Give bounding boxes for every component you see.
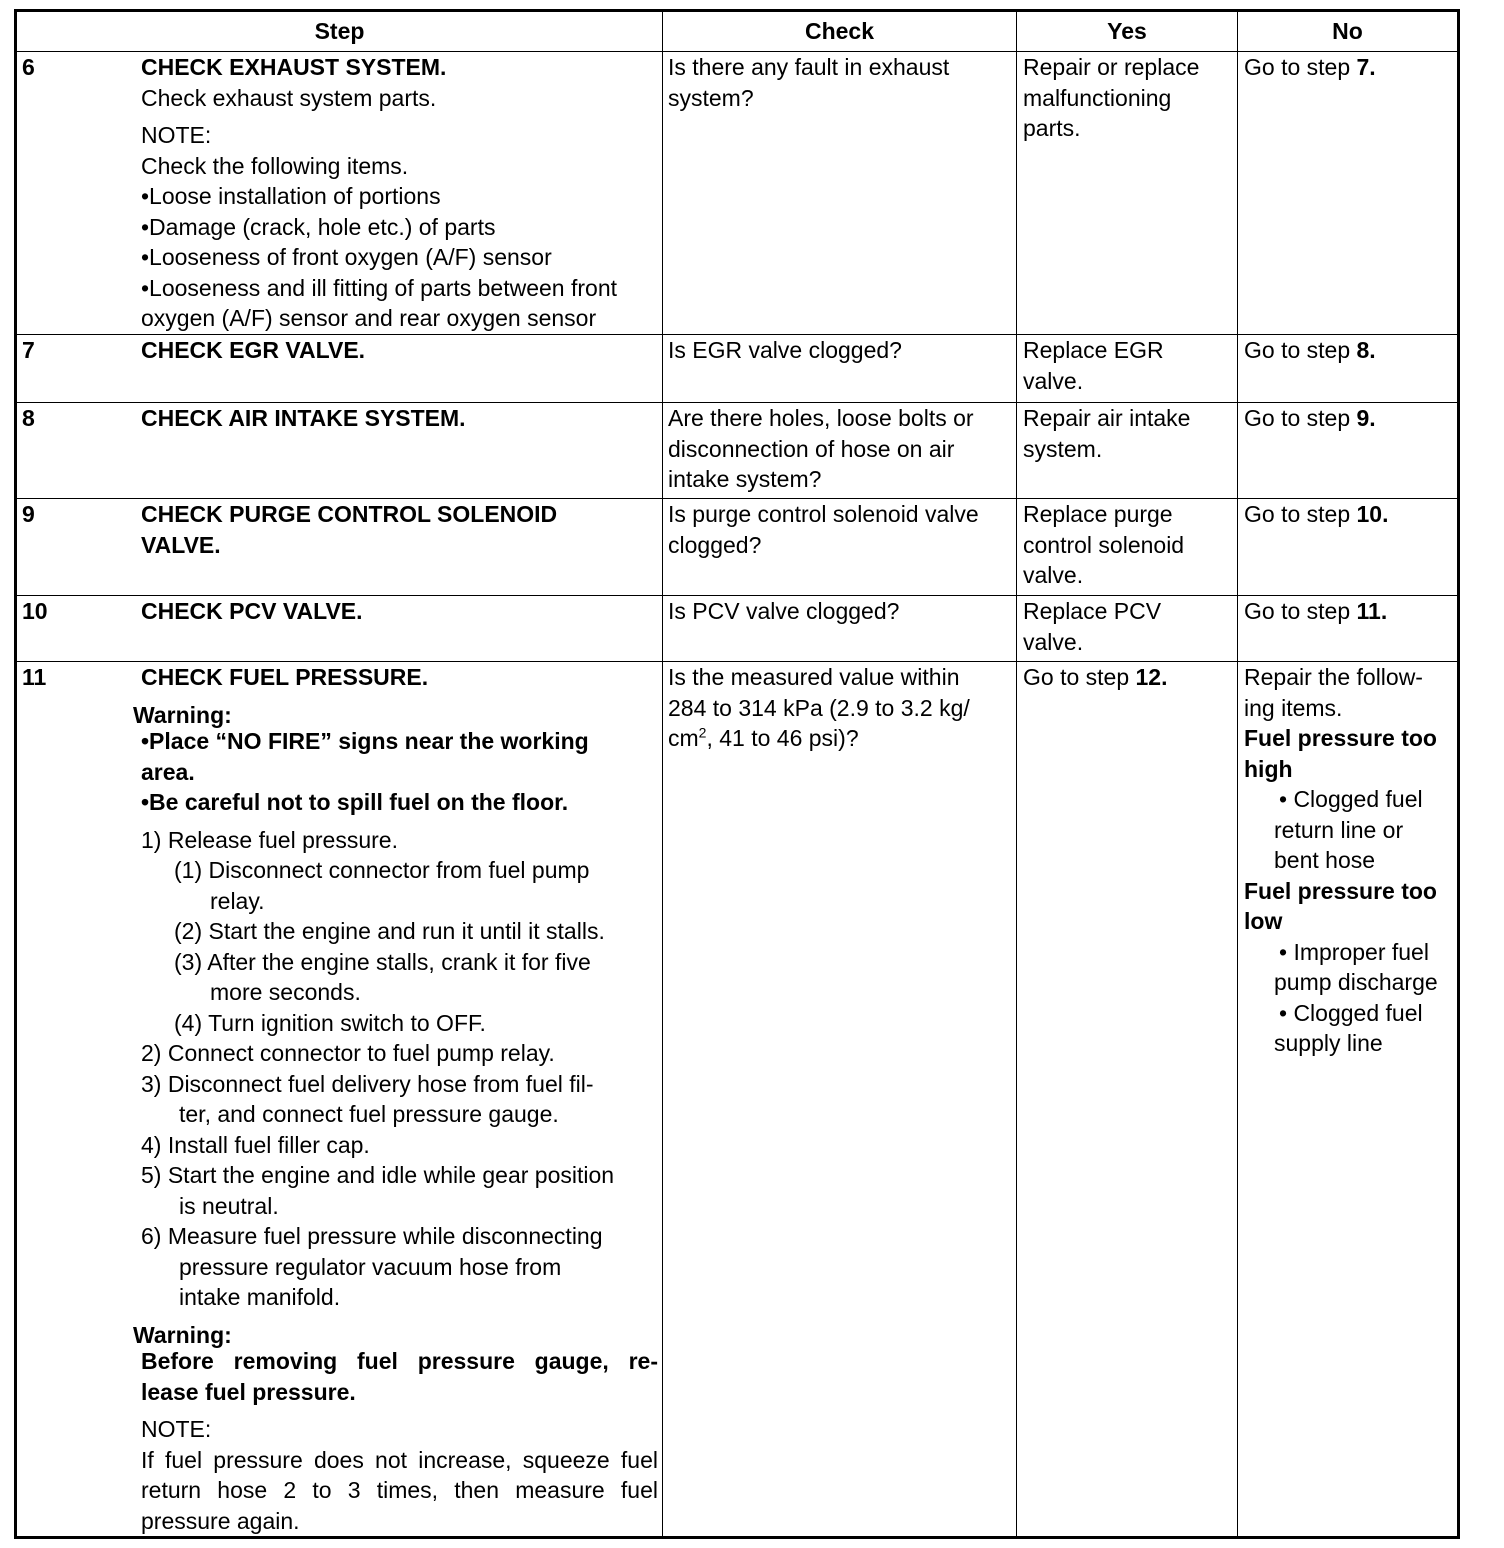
step-number: 11 — [22, 664, 47, 690]
text-segment: 1) Release fuel pressure. — [141, 826, 398, 853]
header-no: No — [1238, 11, 1459, 52]
header-yes: Yes — [1017, 11, 1238, 52]
text-segment: CHECK EXHAUST SYSTEM. — [141, 54, 447, 80]
text-segment: Is the measured value within — [668, 664, 960, 690]
step-number: 9 — [22, 501, 35, 527]
text-line — [668, 403, 1016, 434]
text-line — [1023, 596, 1237, 627]
text-segment: 6) Measure fuel pressure while disconnecting — [141, 1223, 603, 1249]
text-line — [141, 596, 662, 627]
text-segment: CHECK AIR INTAKE SYSTEM. — [141, 405, 466, 431]
text-line — [1023, 366, 1237, 397]
text-line — [1023, 52, 1237, 83]
table-row — [16, 662, 1459, 1538]
text-segment: If fuel pressure does not increase, squeeze fuel — [141, 1446, 658, 1473]
text-line — [668, 335, 1016, 366]
text-segment: Go to step — [1244, 598, 1357, 624]
text-segment: 12. — [1135, 664, 1168, 690]
check-cell — [663, 335, 1017, 403]
text-segment: Is purge control solenoid valve — [668, 501, 979, 527]
table-row — [16, 499, 1459, 596]
text-line — [141, 787, 662, 818]
text-line — [141, 52, 662, 83]
no-cell — [1238, 662, 1459, 1538]
text-line — [668, 499, 1016, 530]
text-line — [141, 1038, 662, 1069]
text-line — [1023, 83, 1237, 114]
text-segment: CHECK EGR VALVE. — [141, 337, 366, 363]
table-row — [16, 403, 1459, 499]
superscript: 2 — [698, 724, 707, 741]
text-line — [1244, 403, 1457, 434]
text-line — [1244, 784, 1457, 815]
text-segment: intake manifold. — [179, 1284, 341, 1310]
text-segment: Before removing fuel pressure gauge, re- — [141, 1348, 658, 1374]
step-number: 6 — [22, 54, 35, 80]
text-line — [141, 1445, 662, 1476]
text-segment: 2) Connect connector to fuel pump relay. — [141, 1040, 555, 1066]
text-line — [1023, 627, 1237, 658]
text-line — [1244, 815, 1457, 846]
step-cell — [16, 499, 663, 596]
text-segment: valve. — [1023, 562, 1084, 588]
text-segment: Replace purge — [1023, 501, 1173, 527]
step-cell — [16, 403, 663, 499]
text-segment: Check exhaust system parts. — [141, 84, 437, 111]
yes-cell — [1017, 499, 1238, 596]
text-line — [141, 1160, 662, 1191]
text-line — [141, 1414, 662, 1445]
step-number: 8 — [22, 405, 35, 431]
text-line — [141, 1377, 662, 1408]
text-line — [141, 273, 662, 304]
text-segment: is neutral. — [179, 1192, 279, 1219]
text-segment: valve. — [1023, 628, 1084, 655]
text-line — [141, 212, 662, 243]
text-segment: • Clogged fuel — [1279, 999, 1423, 1026]
text-line — [668, 434, 1016, 465]
check-cell — [663, 52, 1017, 335]
text-segment: more seconds. — [210, 979, 361, 1005]
text-segment: pressure regulator vacuum hose from — [179, 1253, 562, 1280]
text-line — [1023, 434, 1237, 465]
yes-cell — [1017, 662, 1238, 1538]
text-line — [1244, 937, 1457, 968]
text-segment: •Loose installation of portions — [141, 183, 441, 209]
text-segment: high — [1244, 755, 1293, 782]
text-segment: 9. — [1356, 405, 1376, 431]
step-cell — [16, 52, 663, 335]
text-line — [668, 693, 1016, 724]
header-step: Step — [16, 11, 663, 52]
text-line — [668, 52, 1016, 83]
text-line — [141, 1191, 662, 1222]
text-line — [1244, 52, 1457, 83]
no-cell — [1238, 335, 1459, 403]
text-segment: clogged? — [668, 531, 762, 558]
step-cell — [16, 335, 663, 403]
text-segment: 4) Install fuel filler cap. — [141, 1131, 370, 1158]
text-segment: supply line — [1274, 1030, 1383, 1056]
text-line — [1244, 754, 1457, 785]
text-line — [141, 1475, 662, 1506]
text-segment: Go to step — [1244, 405, 1357, 431]
text-line — [668, 723, 1016, 754]
text-segment: system. — [1023, 435, 1103, 462]
text-segment: , 41 to 46 psi)? — [706, 725, 859, 751]
text-line — [141, 499, 662, 530]
yes-cell — [1017, 52, 1238, 335]
text-line — [1244, 876, 1457, 907]
text-line — [1244, 998, 1457, 1029]
text-segment: Replace EGR — [1023, 337, 1164, 363]
text-line — [141, 977, 662, 1008]
text-line — [141, 530, 662, 561]
text-line — [668, 83, 1016, 114]
text-segment: bent hose — [1274, 847, 1376, 873]
yes-cell — [1017, 403, 1238, 499]
text-segment: Go to step — [1244, 337, 1357, 363]
text-line — [668, 530, 1016, 561]
text-segment: Go to step — [1244, 501, 1357, 527]
text-line — [141, 757, 662, 788]
check-cell — [663, 499, 1017, 596]
step-cell — [16, 662, 663, 1538]
text-segment: disconnection of hose on air — [668, 435, 955, 462]
text-segment: •Be careful not to spill fuel on the floor. — [141, 789, 569, 815]
text-segment: intake system? — [668, 466, 822, 492]
text-line — [1023, 335, 1237, 366]
text-segment: low — [1244, 908, 1283, 934]
text-line — [1244, 499, 1457, 530]
text-segment: return hose 2 to 3 times, then measure fuel — [141, 1477, 658, 1503]
text-line — [1023, 662, 1237, 693]
header-row — [16, 11, 1459, 52]
text-segment: Repair air intake — [1023, 405, 1191, 431]
text-line — [668, 464, 1016, 495]
text-segment: Fuel pressure too — [1244, 877, 1437, 904]
text-line — [141, 886, 662, 917]
text-line — [141, 1282, 662, 1313]
text-line — [141, 855, 662, 886]
text-segment: malfunctioning — [1023, 84, 1172, 111]
no-cell — [1238, 499, 1459, 596]
text-segment: (3) After the engine stalls, crank it for five — [174, 948, 591, 975]
text-line — [1023, 113, 1237, 144]
text-segment: Go to step — [1244, 54, 1357, 80]
text-segment: Repair or replace — [1023, 54, 1200, 80]
text-segment: ing items. — [1244, 694, 1343, 721]
text-line — [141, 1346, 662, 1377]
text-line — [141, 403, 662, 434]
step-number: 7 — [22, 337, 35, 363]
text-segment: Is EGR valve clogged? — [668, 337, 902, 363]
no-cell — [1238, 596, 1459, 662]
table-row — [16, 335, 1459, 403]
text-segment: (4) Turn ignition switch to OFF. — [174, 1009, 486, 1036]
text-segment: oxygen (A/F) sensor and rear oxygen sensor — [141, 305, 597, 331]
text-segment: Go to step — [1023, 664, 1136, 690]
text-line — [141, 303, 662, 334]
text-line — [141, 1130, 662, 1161]
text-segment: Are there holes, loose bolts or — [668, 405, 974, 431]
text-line — [668, 662, 1016, 693]
text-segment: NOTE: — [141, 122, 212, 148]
text-segment: (1) Disconnect connector from fuel pump — [174, 857, 590, 883]
text-segment: Check the following items. — [141, 152, 409, 179]
text-segment: Is PCV valve clogged? — [668, 598, 900, 624]
text-line — [141, 1069, 662, 1100]
text-segment: 11. — [1356, 598, 1388, 624]
text-line — [141, 83, 662, 114]
text-segment: CHECK PURGE CONTROL SOLENOID — [141, 501, 558, 527]
text-line — [1244, 335, 1457, 366]
step-cell — [16, 596, 663, 662]
text-segment: 284 to 314 kPa (2.9 to 3.2 kg/ — [668, 694, 970, 721]
text-segment: CHECK PCV VALVE. — [141, 598, 363, 624]
text-line — [1244, 967, 1457, 998]
text-segment: NOTE: — [141, 1416, 212, 1442]
text-line — [1023, 499, 1237, 530]
text-line — [1244, 596, 1457, 627]
text-segment: •Damage (crack, hole etc.) of parts — [141, 213, 496, 240]
text-segment: ter, and connect fuel pressure gauge. — [179, 1101, 559, 1127]
text-line — [1244, 723, 1457, 754]
text-line — [141, 1506, 662, 1537]
text-segment: • Improper fuel — [1279, 938, 1429, 965]
text-line — [1023, 560, 1237, 591]
text-line — [1023, 403, 1237, 434]
text-line — [1244, 1028, 1457, 1059]
step-number: 10 — [22, 598, 48, 624]
text-segment: cm — [668, 725, 699, 751]
text-line — [1244, 845, 1457, 876]
text-segment: pump discharge — [1274, 969, 1438, 995]
text-line — [141, 151, 662, 182]
no-cell — [1238, 403, 1459, 499]
text-segment: pressure again. — [141, 1507, 300, 1534]
text-line — [141, 1221, 662, 1252]
text-segment: 5) Start the engine and idle while gear position — [141, 1162, 615, 1188]
text-line — [141, 1252, 662, 1283]
text-line — [141, 916, 662, 947]
check-cell — [663, 403, 1017, 499]
text-segment: 8. — [1356, 337, 1376, 363]
text-line — [141, 825, 662, 856]
yes-cell — [1017, 335, 1238, 403]
text-line — [141, 335, 662, 366]
text-segment: •Looseness of front oxygen (A/F) sensor — [141, 244, 552, 270]
text-segment: Replace PCV — [1023, 598, 1162, 624]
text-segment: CHECK FUEL PRESSURE. — [141, 664, 429, 690]
text-line — [1244, 906, 1457, 937]
check-cell — [663, 596, 1017, 662]
text-segment: return line or — [1274, 816, 1404, 843]
text-segment: 3) Disconnect fuel delivery hose from fuel fil- — [141, 1070, 594, 1097]
yes-cell — [1017, 596, 1238, 662]
text-segment: parts. — [1023, 115, 1081, 141]
text-line — [1023, 530, 1237, 561]
text-segment: lease fuel pressure. — [141, 1378, 356, 1405]
header-check: Check — [663, 11, 1017, 52]
text-line — [141, 120, 662, 151]
text-segment: 10. — [1356, 501, 1389, 527]
text-segment: Is there any fault in exhaust — [668, 54, 950, 80]
table-row — [16, 596, 1459, 662]
text-segment: • Clogged fuel — [1279, 786, 1423, 812]
text-segment: •Looseness and ill fitting of parts between front — [141, 274, 618, 301]
text-line — [141, 1099, 662, 1130]
text-segment: area. — [141, 758, 195, 785]
text-segment: Warning: — [133, 1321, 232, 1348]
text-line — [1244, 693, 1457, 724]
text-segment: relay. — [210, 887, 265, 914]
text-line — [141, 1008, 662, 1039]
text-segment: •Place “NO FIRE” signs near the working — [141, 728, 589, 754]
text-segment: Repair the follow- — [1244, 664, 1423, 690]
text-line — [141, 662, 662, 693]
text-segment: control solenoid — [1023, 531, 1185, 558]
check-cell — [663, 662, 1017, 1538]
text-segment: VALVE. — [141, 531, 221, 558]
text-line — [141, 242, 662, 273]
text-line — [141, 947, 662, 978]
text-segment: system? — [668, 84, 754, 111]
text-segment: Warning: — [133, 701, 232, 728]
text-segment: valve. — [1023, 367, 1084, 394]
troubleshooting-table — [14, 9, 1460, 1539]
text-segment: (2) Start the engine and run it until it stalls. — [174, 918, 605, 944]
text-line — [1244, 662, 1457, 693]
text-line — [668, 596, 1016, 627]
text-line — [141, 726, 662, 757]
text-line — [141, 181, 662, 212]
text-segment: Fuel pressure too — [1244, 725, 1437, 751]
text-segment: 7. — [1356, 54, 1376, 80]
no-cell — [1238, 52, 1459, 335]
table-row — [16, 52, 1459, 335]
